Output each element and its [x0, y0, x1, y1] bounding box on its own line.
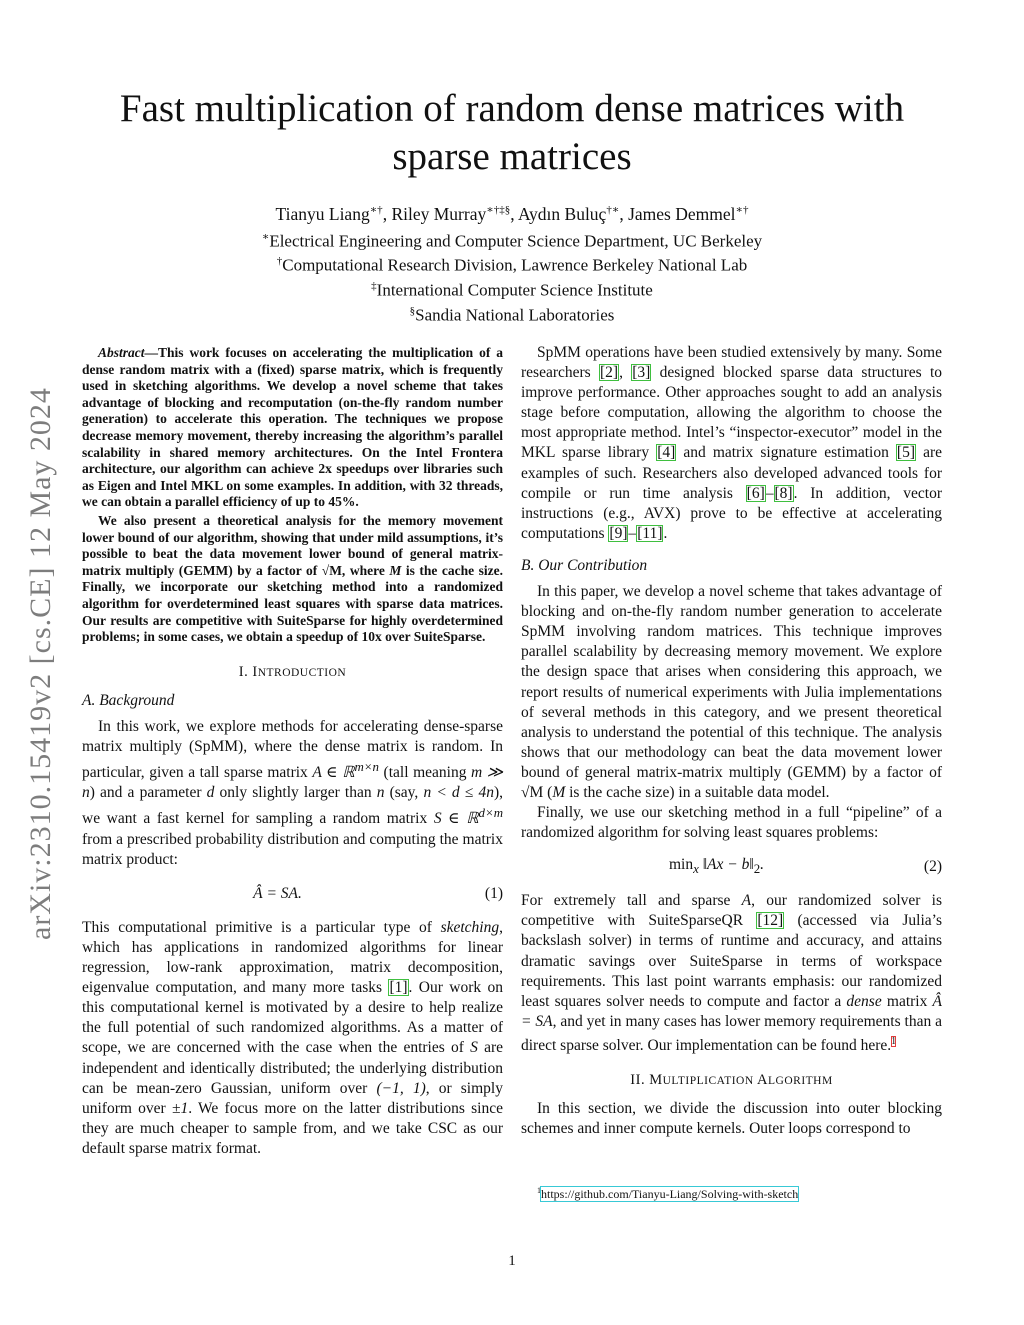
- equation-2-dot: .: [760, 856, 765, 874]
- solver-math-SA: Â = SA: [521, 992, 942, 1030]
- right-column: [521, 343, 942, 1139]
- bg-emph-sketching: sketching: [440, 918, 500, 936]
- section-2-rest-2: LGORITHM: [768, 1075, 833, 1088]
- author-2: Riley Murray: [391, 203, 487, 224]
- abstract-text-2a: We also present a theoretical analysis for the memory movement lower bound of our algorithm, showing that under mild assumptions, it’s possible to beat the data movement lower bound of general matrix-matrix multiply (GEMM) by a factor of √M, where: [82, 512, 503, 578]
- citation-11[interactable]: [11]: [637, 524, 663, 542]
- footnote-url-link[interactable]: https://github.com/Tianyu-Liang/Solving-with-sketch: [541, 1187, 799, 1201]
- equation-2-norm-index: 2: [753, 861, 761, 877]
- footnote-link-1[interactable]: 1: [891, 1035, 897, 1047]
- author-1: Tianyu Liang: [275, 203, 370, 224]
- rw-text-a: SpMM operations have been studied extensively by many. Some researchers: [521, 344, 942, 382]
- subsection-heading-background: A. Background: [82, 691, 175, 709]
- contribution-paragraph-2: Finally, we use our sketching method in a full “pipeline” of a randomized algorithm for solving least squares problems:: [521, 804, 942, 842]
- bg-text-2d: . Our work on this computational kernel is motivated by a desire to help realize the full potential of such randomized algorithms. As a matter of scope, we are concerned with the case when the entries of: [82, 979, 503, 1057]
- section-2-rest-1: ULTIPLICATION: [662, 1075, 758, 1088]
- citation-5[interactable]: [5]: [896, 444, 915, 462]
- footnote-mark: 1: [537, 1186, 541, 1195]
- citation-12[interactable]: [12]: [757, 912, 784, 930]
- citation-2[interactable]: [2]: [599, 364, 619, 382]
- rw-text-e: are examples of such. Researchers also developed advanced tools for compile or run time analysis: [521, 444, 943, 502]
- bg-text-2a: This computational primitive is a particular type of: [82, 918, 441, 936]
- solver-emph-dense: dense: [846, 992, 882, 1010]
- author-4: James Demmel: [628, 203, 736, 224]
- rw-text-c: designed blocked sparse data structures to improve performance. Other approaches sought to add an analysis stage before computation, allowing the algorithm to choose the most appropriate method. Intel’s “inspector-executor” model in the MKL sparse library: [521, 364, 943, 462]
- equation-2-min: min: [668, 856, 694, 874]
- bg-text-2h: , or simply uniform over: [82, 1079, 503, 1117]
- section-2-number: II.: [630, 1072, 650, 1089]
- abstract-label: Abstract: [98, 345, 145, 360]
- background-paragraph-2: [82, 918, 503, 1159]
- solver-math-A: A: [741, 892, 752, 910]
- section-heading-introduction: [82, 662, 503, 683]
- rw-text-i: .: [663, 524, 668, 542]
- equation-1: [82, 880, 503, 908]
- bg-text-1d: (tall meaning: [378, 764, 472, 782]
- affiliation-3: [60, 276, 964, 301]
- bg-text-1o: from a prescribed probability distribution and computing the matrix matrix product:: [82, 830, 503, 868]
- bg-math-A-in-R: A ∈ ℝ: [312, 764, 355, 782]
- abstract-text-1: —This work focuses on accelerating the multiplication of a dense random matrix with a (fixed) sparse matrix, which is frequently used in sketching algorithms. We develop a novel scheme that takes advantage of blocking and recomputation (on-the-fly random number generation) to accelerate this operation. The techniques we propose decrease memory movement, thereby increasing the algorithm’s parallel scalability in shared memory architectures. On the Intel Frontera architecture, our algorithm can achieve 2x speedups over libraries such as Eigen and Intel MKL on some examples. In addition, with 32 threads, we can obtain a parallel efficiency of up to 45%.: [82, 345, 503, 510]
- solver-text-d: (accessed via Julia’s backslash solver) in terms of runtime and accuracy, and attains dramatic savings over SuiteSparse in terms of workspace requirements. This last point warrants emphasis: our randomized least squares solver needs to compute and factor a: [521, 912, 942, 1010]
- bg-math-S: S: [470, 1039, 478, 1057]
- bg-text-2c: , which has applications in randomized algorithms for linear regression, low-rank approximation, matrix decomposition, eigenvalue computation, and many more tasks: [82, 918, 503, 997]
- bg-text-1h: only slightly larger than: [214, 784, 377, 802]
- footnote: [537, 1186, 798, 1202]
- citation-6[interactable]: [6]: [746, 484, 765, 502]
- contribution-paragraph-1: [521, 582, 942, 803]
- solver-text-h: , and yet in many cases has lower memory requirements than a direct sparse solver. Our implementation can be found here.: [521, 1012, 942, 1055]
- author-block: [60, 200, 964, 325]
- author-3-mark: †∗: [606, 204, 620, 216]
- affiliation-2-mark: †: [276, 255, 283, 268]
- paper-title: [60, 85, 964, 181]
- bg-math-pm1: ±1: [171, 1099, 189, 1117]
- title-line-1: Fast multiplication of random dense matrices with: [119, 87, 905, 130]
- section-2-initial-1: M: [649, 1072, 663, 1089]
- bg-text-1j: (say,: [384, 784, 424, 802]
- bg-math-d: d: [206, 784, 215, 802]
- solver-paragraph: [521, 891, 942, 1056]
- bg-text-2j: . We focus more on the latter distributions since they are much cheaper to sample from, and we take CSC as our default sparse matrix format.: [82, 1099, 503, 1157]
- rw-dash-2: –: [628, 524, 637, 542]
- rw-text-b: ,: [619, 364, 632, 382]
- equation-1-expression: Â = SA.: [253, 884, 302, 902]
- affiliation-2: [60, 251, 964, 276]
- background-paragraph-1: [82, 717, 503, 870]
- equation-2-number: (2): [923, 858, 942, 876]
- section-1-rest: NTRODUCTION: [257, 666, 347, 679]
- bg-math-S-in-R: S ∈ ℝ: [433, 810, 479, 828]
- section-2-initial-2: A: [757, 1072, 769, 1089]
- title-line-2: sparse matrices: [392, 135, 632, 178]
- bg-math-n-d-4n: n < d ≤ 4n: [423, 784, 494, 802]
- affiliation-4-text: Sandia National Laboratories: [415, 305, 615, 325]
- author-4-mark: ∗†: [735, 204, 749, 216]
- affiliation-1-mark: ∗: [261, 230, 270, 243]
- author-2-mark: ∗†‡§: [486, 204, 511, 216]
- bg-math-mxn: m×n: [354, 759, 379, 775]
- arxiv-identifier: arXiv:2310.15419v2 [cs.CE] 12 May 2024: [24, 387, 57, 940]
- bg-math-m-gg-n: m ≫ n: [82, 764, 504, 802]
- bg-text-2f: are independent and identically distributed; the underlying distribution can be mean-zero Gaussian, uniform over: [82, 1039, 503, 1097]
- left-column: [82, 343, 503, 1159]
- author-3: Aydın Buluç: [518, 203, 607, 224]
- equation-2-norm: ‖Ax − b‖: [702, 856, 754, 874]
- bg-text-1f: ) and a parameter: [89, 784, 207, 802]
- contrib-math-M: M: [552, 783, 566, 801]
- algorithm-paragraph: In this section, we divide the discussion into outer blocking schemes and inner compute kernels. Outer loops correspond to: [521, 1100, 942, 1138]
- citation-4[interactable]: [4]: [657, 444, 676, 462]
- contrib-text-b: is the cache size) in a suitable data model.: [565, 783, 830, 801]
- section-1-initial: I: [252, 663, 258, 680]
- bg-math-dxm: d×m: [478, 805, 504, 821]
- subsection-heading-contribution: B. Our Contribution: [521, 556, 648, 574]
- affiliation-3-text: International Computer Science Institute: [376, 280, 653, 300]
- citation-9[interactable]: [9]: [609, 524, 628, 542]
- affiliation-1: [60, 227, 964, 252]
- citation-1[interactable]: [1]: [389, 979, 408, 997]
- equation-2-expression: [521, 855, 912, 879]
- author-names: Tianyu Liang∗†, Riley Murray∗†‡§, Aydın Buluç†∗, James Demmel∗†: [275, 203, 749, 224]
- equation-2-sub: x: [693, 861, 699, 877]
- abstract-text-2b: is the cache size. Finally, we incorporate our sketching method into a randomized algorithm for overdetermined least squares with sparse data matrices. Our results are competitive with SuiteSparse for highly overdetermined problems; in some cases, we obtain a speedup of 10x over SuiteSparse.: [82, 562, 503, 645]
- citation-8[interactable]: [8]: [774, 484, 793, 502]
- solver-text-f: matrix: [881, 992, 933, 1010]
- abstract-paragraph-2: [82, 513, 503, 646]
- solver-text-a: For extremely tall and sparse: [521, 892, 742, 910]
- affiliation-2-text: Computational Research Division, Lawrence Berkeley National Lab: [282, 256, 748, 276]
- affiliation-1-text: Electrical Engineering and Computer Science Department, UC Berkeley: [269, 231, 763, 251]
- contrib-text-a: In this paper, we develop a novel scheme that takes advantage of blocking and on-the-fly random number generation to accelerate SpMM involving random matrices. This technique improves parallel scalability by decreasing memory movement. We explore the design space that arises when considering this approach, we report results of numerical experiments with Julia implementations of several methods in this category, and we present theoretical analysis to understand the potential of this technique. The analysis shows that our methodology can beat the data movement lower bound of general matrix-matrix multiply (GEMM) by a factor of √M (: [521, 583, 942, 801]
- rw-text-d: and matrix signature estimation: [676, 444, 896, 462]
- equation-2: [521, 853, 942, 881]
- affiliation-4: [60, 301, 964, 326]
- abstract-math-M: M: [389, 562, 402, 578]
- abstract-paragraph-1: [82, 345, 503, 511]
- citation-3[interactable]: [3]: [632, 364, 651, 382]
- bg-math-interval: (−1, 1): [376, 1079, 426, 1097]
- bg-text-1a: In this work, we explore methods for accelerating dense-sparse matrix multiply (SpMM), where the dense matrix is random. In particular, given a tall sparse matrix: [82, 717, 503, 782]
- section-heading-algorithm: [521, 1070, 942, 1091]
- bg-text-1l: ), we want a fast kernel for sampling a random matrix: [82, 784, 503, 828]
- page-number: 1: [508, 1253, 516, 1269]
- abstract: [82, 345, 503, 646]
- solver-text-c: , our randomized solver is competitive with SuiteSparseQR: [521, 892, 942, 930]
- section-1-number: I.: [238, 663, 253, 680]
- rw-text-g: . In addition, vector instructions (e.g., AVX) prove to be effective at accelerating computations: [521, 484, 942, 542]
- bg-math-n: n: [376, 784, 385, 802]
- rw-dash-1: –: [765, 484, 774, 502]
- equation-1-number: (1): [484, 884, 503, 902]
- affiliation-3-mark: ‡: [371, 280, 377, 293]
- related-work-paragraph: [521, 343, 942, 544]
- affiliation-4-mark: §: [409, 304, 416, 317]
- author-1-mark: ∗†: [369, 204, 383, 216]
